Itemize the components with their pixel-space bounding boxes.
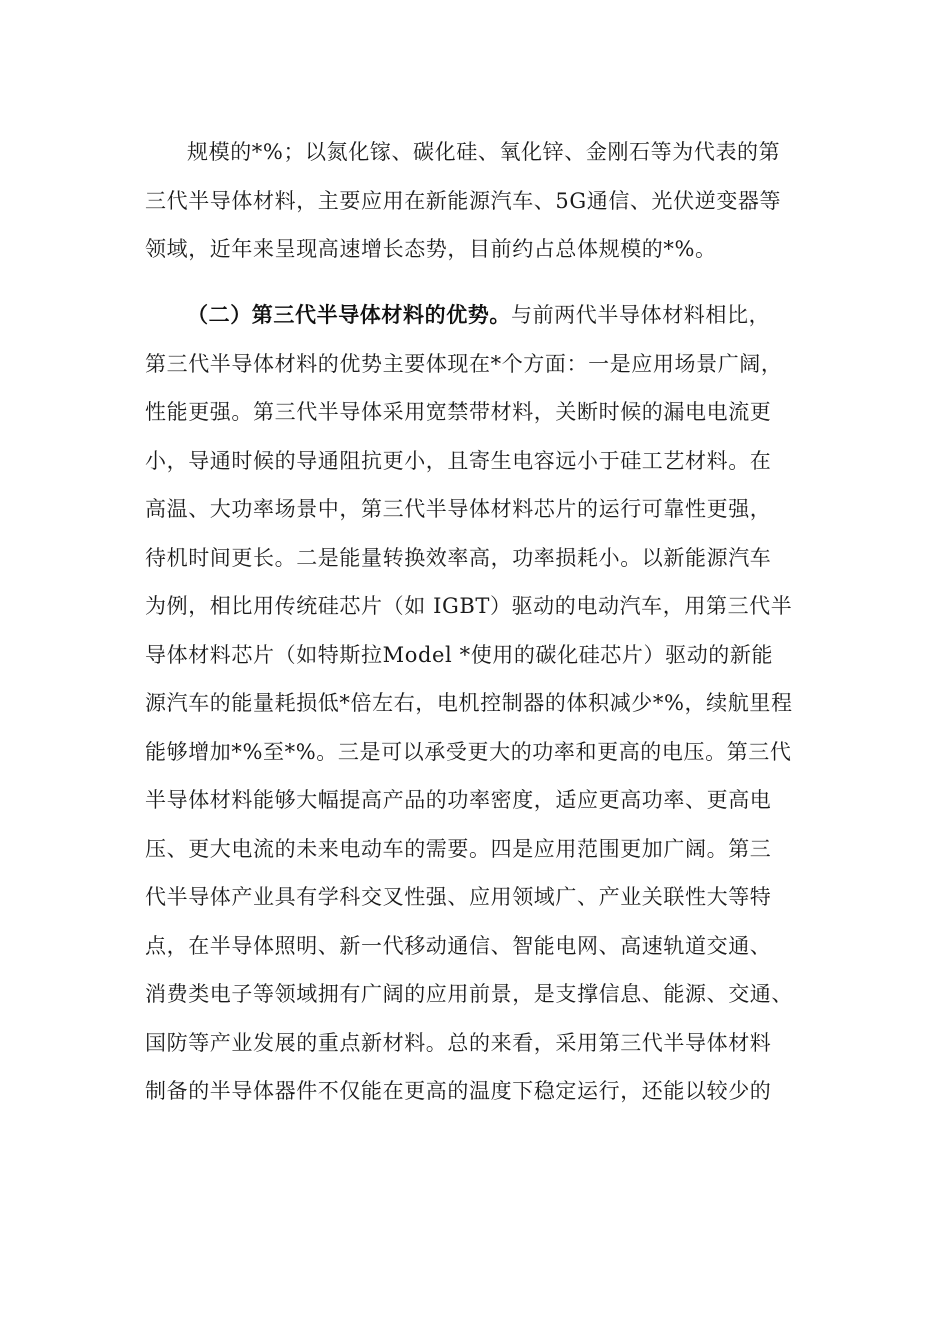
paragraph-2-line-10: 能够增加*%至*%。三是可以承受更大的功率和更高的电压。第三代 (145, 739, 792, 764)
paragraph-1 (145, 128, 825, 274)
paragraph-2-line-7: 为例，相比用传统硅芯片（如 IGBT）驱动的电动汽车，用第三代半 (145, 594, 793, 618)
paragraph-2-first-line (145, 291, 825, 340)
section-heading: （二）第三代半导体材料的优势。 (187, 302, 511, 327)
paragraph-2-line-13: 代半导体产业具有学科交叉性强、应用领域广、产业关联性大等特 (145, 885, 772, 909)
paragraph-1-line-1: 规模的*%；以氮化镓、碳化硅、氧化锌、金刚石等为代表的第 (187, 140, 781, 164)
paragraph-2-line-11: 半导体材料能够大幅提高产品的功率密度，适应更高功率、更高电 (145, 788, 772, 812)
paragraph-2-line-4: 小，导通时候的导通阻抗更小，且寄生电容远小于硅工艺材料。在 (145, 448, 772, 473)
paragraph-2-line-8: 导体材料芯片（如特斯拉Model *使用的碳化硅芯片）驱动的新能 (145, 642, 774, 667)
paragraph-1-line-2: 三代半导体材料，主要应用在新能源汽车、5G通信、光伏逆变器等 (145, 188, 782, 213)
paragraph-2-line-5: 高温、大功率场景中，第三代半导体材料芯片的运行可靠性更强， (145, 497, 772, 521)
paragraph-2-line-9: 源汽车的能量耗损低*倍左右，电机控制器的体积减少*%，续航里程 (145, 691, 793, 715)
paragraph-2-line-6: 待机时间更长。二是能量转换效率高，功率损耗小。以新能源汽车 (145, 545, 772, 570)
paragraph-2-line-12: 压、更大电流的未来电动车的需要。四是应用范围更加广阔。第三 (145, 836, 772, 861)
paragraph-2 (145, 291, 825, 1116)
paragraph-2-line-15: 消费类电子等领域拥有广阔的应用前景，是支撑信息、能源、交通、 (145, 982, 793, 1006)
paragraph-2-line-2: 第三代半导体材料的优势主要体现在*个方面：一是应用场景广阔， (145, 351, 783, 376)
paragraph-2-line-3: 性能更强。第三代半导体采用宽禁带材料，关断时候的漏电电流更 (145, 400, 772, 424)
paragraph-2-line-14: 点，在半导体照明、新一代移动通信、智能电网、高速轨道交通、 (145, 933, 772, 958)
paragraph-2-first-line-rest: 与前两代半导体材料相比， (511, 303, 771, 327)
paragraph-1-line-3: 领域，近年来呈现高速增长态势，目前约占总体规模的*%。 (145, 237, 717, 261)
paragraph-2-line-17: 制备的半导体器件不仅能在更高的温度下稳定运行，还能以较少的 (145, 1079, 772, 1103)
paragraph-2-line-16: 国防等产业发展的重点新材料。总的来看，采用第三代半导体材料 (145, 1030, 772, 1055)
